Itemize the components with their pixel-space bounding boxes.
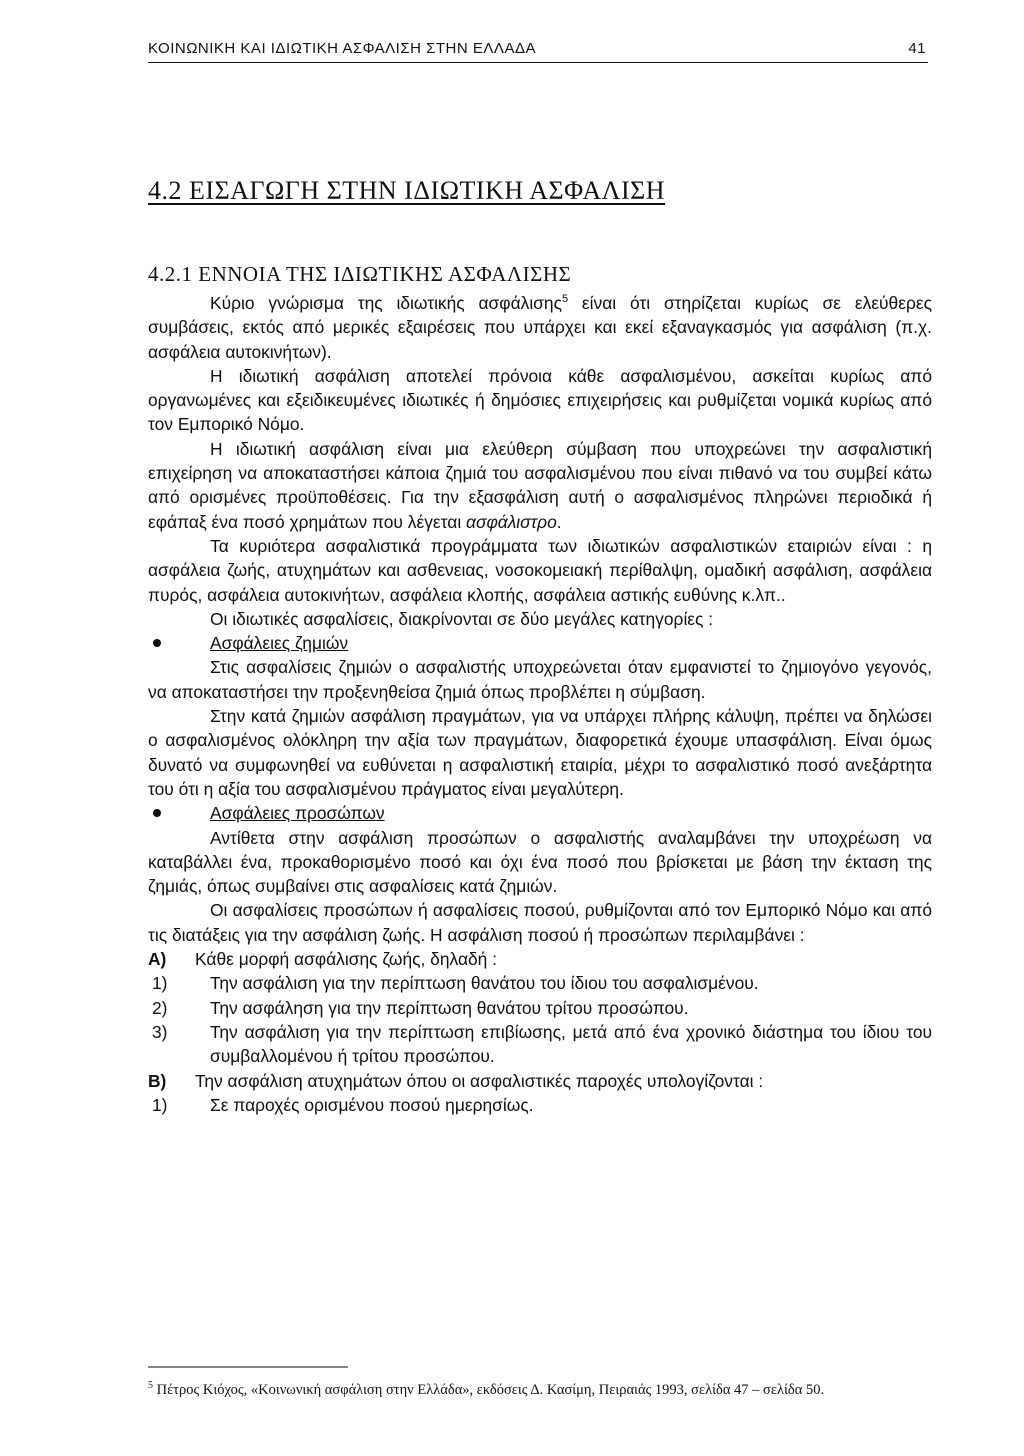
paragraph [148,291,932,364]
paragraph: Η ιδιωτική ασφάλιση αποτελεί πρόνοια κάθε ασφαλισμένου, ασκείται κυρίως από οργανωμένες και εξειδικευμένες ιδιωτικές ή δημόσιες επιχειρήσεις και ρυθμίζεται νομικά κυρίως από τον Εμπορικό Νόμο. [148,365,932,435]
bullet-label: Ασφάλειες προσώπων [210,803,385,824]
footnote-divider [148,1366,348,1368]
list-label: 3) [152,1021,168,1042]
list-text: Την ασφάλιση ατυχημάτων όπου οι ασφαλιστικές παροχές υπολογίζονται : [195,1070,764,1091]
running-head [148,38,928,63]
section-title: 4.2 ΕΙΣΑΓΩΓΗ ΣΤΗΝ ΙΔΙΩΤΙΚΗ ΑΣΦΑΛΙΣΗ [148,176,666,205]
list-subitem [148,1093,932,1117]
paragraph: Στην κατά ζημιών ασφάλιση πραγμάτων, για να υπάρχει πλήρης κάλυψη, πρέπει να δηλώσει ο ασφαλισμένος ολόκληρη την αξία των πραγμάτων, διαφορετικά έχουμε υπασφάλιση. Είναι όμως δυνατό να συμφωνηθεί να ευθύνεται η ασφαλιστική εταιρία, μέχρι το ασφαλιστικό ποσό ανεξάρτητα του ότι η αξία του ασφαλισμένου πράγματος είναι μεγαλύτερη. [148,706,932,799]
paragraph: Οι ασφαλίσεις προσώπων ή ασφαλίσεις ποσού, ρυθμίζονται από τον Εμπορικό Νόμο και από τις διατάξεις για την ασφάλιση ζωής. Η ασφάλιση ποσού ή προσώπων περιλαμβάνει : [148,900,932,945]
running-head-title: ΚΟΙΝΩΝΙΚΗ ΚΑΙ ΙΔΙΩΤΙΚΗ ΑΣΦΑΛΙΣΗ ΣΤΗΝ ΕΛΛΑΔΑ [148,40,536,57]
list-text: Την ασφάλιση για την περίπτωση θανάτου του ίδιου του ασφαλισμένου. [210,973,759,994]
list-label: Α) [148,949,167,970]
paragraph: Οι ιδιωτικές ασφαλίσεις, διακρίνονται σε δύο μεγάλες κατηγορίες : [210,608,714,629]
list-item-a [148,947,932,971]
paragraph [148,437,932,534]
paragraph-text: είναι ότι στηρίζεται κυρίως σε ελεύθερες συμβάσεις, εκτός από μερικές εξαιρέσεις που υπάρχει και εκεί εξαναγκασμός για ασφάλιση (π.χ. ασφάλεια αυτοκινήτων). [148,293,932,362]
bullet-icon [153,639,161,647]
footnote [148,1380,923,1400]
footnote-ref[interactable]: 5 [561,293,569,306]
list-subitem [148,996,932,1020]
paragraph: Στις ασφαλίσεις ζημιών ο ασφαλιστής υποχρεώνεται όταν εμφανιστεί το ζημιογόνο γεγονός, να αποκαταστήσει την προξενηθείσα ζημιά όπως προβλέπει η σύμβαση. [148,657,932,702]
page-number: 41 [908,40,926,57]
bullet-item [148,631,932,655]
bullet-icon [153,809,161,817]
list-label: 2) [152,997,168,1018]
paragraph: Τα κυριότερα ασφαλιστικά προγράμματα των ιδιωτικών ασφαλιστικών εταιριών είναι : η ασφάλεια ζωής, ατυχημάτων και ασθενειας, νοσοκομειακή περίθαλψη, ομαδική ασφάλιση, ασφάλεια πυρός, ασφάλεια αυτοκινήτων, ασφάλεια κλοπής, ασφάλεια αστικής ευθύνης κ.λπ.. [148,535,932,605]
list-label: Β) [148,1070,167,1091]
subsection-title: 4.2.1 ΕΝΝΟΙΑ ΤΗΣ ΙΔΙΩΤΙΚΗΣ ΑΣΦΑΛΙΣΗΣ [148,262,572,286]
list-text: Την ασφάληση για την περίπτωση θανάτου τρίτου προσώπου. [210,997,689,1018]
paragraph-text: Η ιδιωτική ασφάλιση είναι μια ελεύθερη σύμβαση που υποχρεώνει την ασφαλιστική επιχείρηση να αποκαταστήσει κάποια ζημιά του ασφαλισμένου που είναι πιθανό να του συμβεί κάτω από ορισμένες προϋποθέσεις. Για την εξασφάλιση αυτή ο ασφαλισμένος πληρώνει περιοδικά ή εφάπαξ ένα ποσό χρημάτων που λέγεται [148,438,932,532]
footnote-text: Πέτρος Κιόχος, «Κοινωνική ασφάλιση στην Ελλάδα», εκδόσεις Δ. Κασίμη, Πειραιάς 1993, σελίδα 47 – σελίδα 50. [153,1382,825,1398]
paragraph: Αντίθετα στην ασφάλιση προσώπων ο ασφαλιστής αναλαμβάνει την υποχρέωση να καταβάλλει ένα, προκαθορισμένο ποσό και όχι ένα ποσό που βρίσκεται με βάση την έκταση της ζημιάς, όπως συμβαίνει στις ασφαλίσεις κατά ζημιών. [148,827,932,897]
bullet-label: Ασφάλειες ζημιών [210,633,349,654]
list-text: Σε παροχές ορισμένου ποσού ημερησίως. [210,1094,534,1115]
body-text [148,291,932,1117]
list-text: Την ασφάλιση για την περίπτωση επιβίωσης, μετά από ένα χρονικό διάστημα του ίδιου του συμβαλλομένου ή τρίτου προσώπου. [210,1021,932,1067]
list-label: 1) [152,1094,168,1115]
emphasis-term: ασφάλιστρο [466,511,557,532]
paragraph-text: . [556,511,562,532]
list-item-b [148,1069,932,1093]
bullet-item [148,801,932,825]
list-label: 1) [152,973,168,994]
paragraph-text: Κύριο γνώρισμα της ιδιωτικής ασφάλισης [210,293,562,313]
list-subitem [148,1020,932,1069]
list-text: Κάθε μορφή ασφάλισης ζωής, δηλαδή : [195,949,498,970]
footnote-mark: 5 [148,1380,153,1392]
list-subitem [148,971,932,995]
